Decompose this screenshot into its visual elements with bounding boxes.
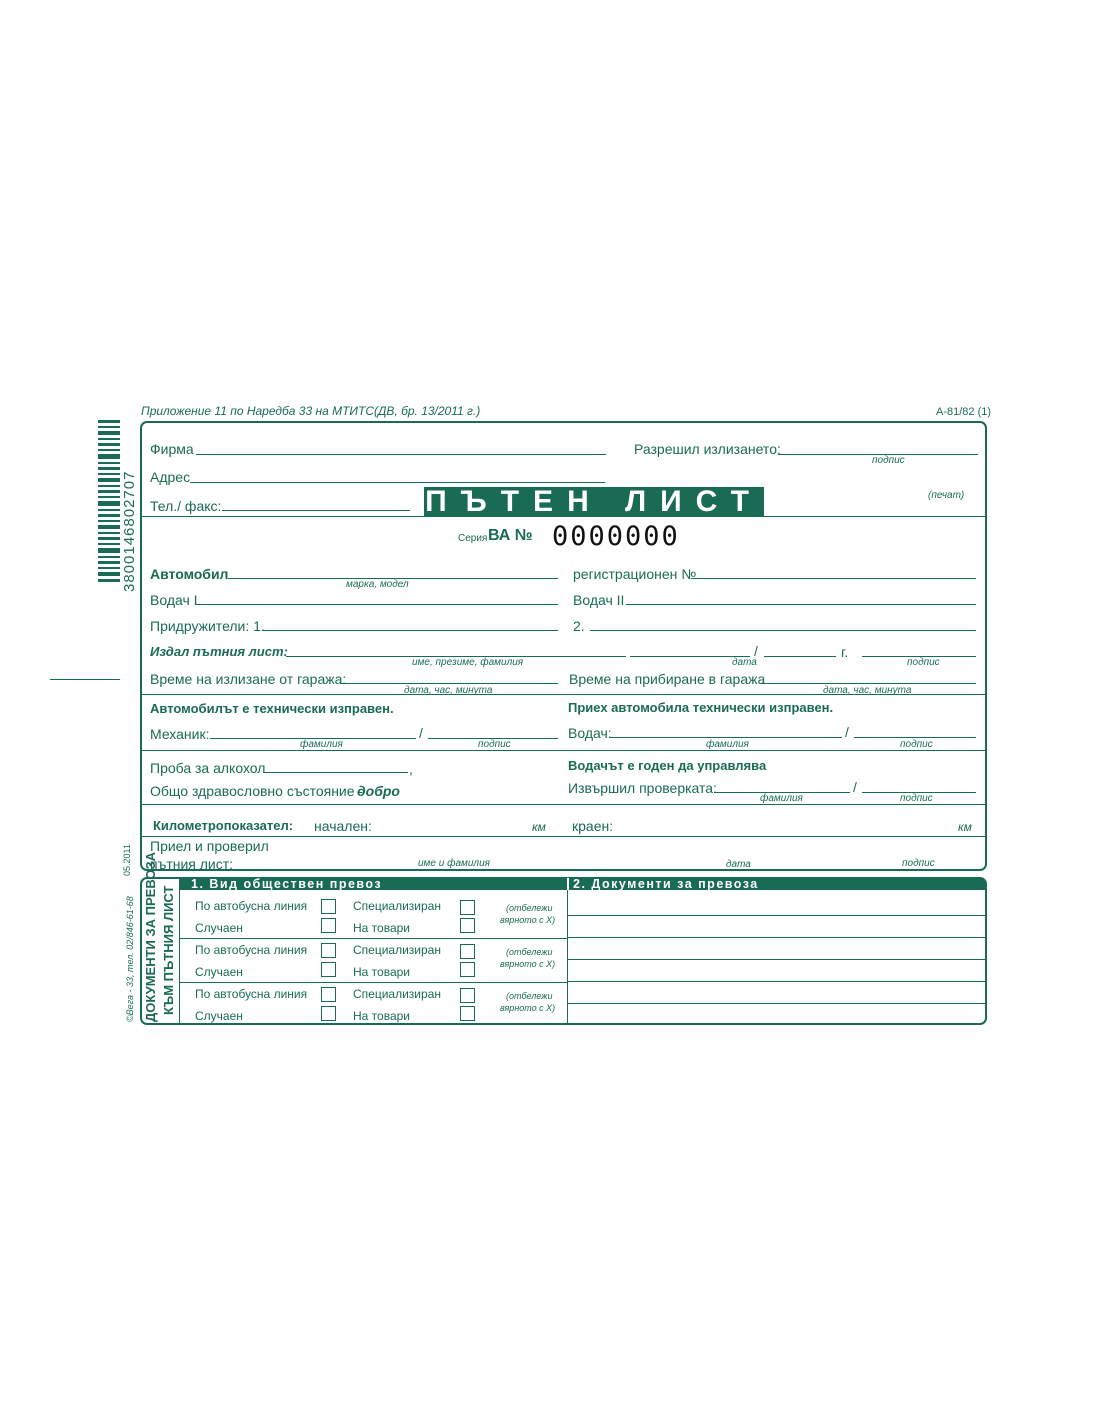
tech-driver-surname-field[interactable] bbox=[610, 737, 842, 738]
document-title: ПЪТЕН ЛИСТ bbox=[425, 485, 763, 518]
group-divider bbox=[180, 938, 567, 939]
tech-right-title: Приех автомобила технически изправен. bbox=[568, 700, 834, 715]
divider bbox=[140, 836, 987, 837]
stamp-hint: (печат) bbox=[928, 490, 965, 501]
checked-label: Извършил проверката: bbox=[568, 780, 717, 796]
mechanic-label: Механик: bbox=[150, 726, 210, 742]
issued-time-field[interactable] bbox=[764, 656, 836, 657]
issued-year: г. bbox=[841, 644, 849, 660]
address-label: Адрес bbox=[150, 469, 191, 485]
option-bus-line: По автобусна линия bbox=[195, 987, 308, 1001]
fit-title: Водачът е годен да управлява bbox=[568, 758, 767, 773]
document-row-line[interactable] bbox=[568, 915, 986, 916]
km-start-unit: км bbox=[532, 820, 546, 834]
checked-slash: / bbox=[853, 779, 857, 795]
issued-name-hint: име, презиме, фамилия bbox=[412, 657, 524, 668]
received-signature-hint: подпис bbox=[902, 858, 935, 869]
return-field[interactable] bbox=[760, 683, 976, 684]
permission-signature-hint: подпис bbox=[872, 455, 905, 466]
documents-side-divider bbox=[179, 879, 180, 1023]
tech-left-title: Автомобилът е технически изправен. bbox=[150, 701, 394, 716]
section1-title: 1. Вид обществен превоз bbox=[191, 877, 383, 891]
leave-label: Време на излизане от гаража: bbox=[150, 671, 347, 687]
issued-signature-hint: подпис bbox=[907, 657, 940, 668]
tech-driver-label: Водач: bbox=[568, 725, 612, 741]
mechanic-slash: / bbox=[419, 725, 423, 741]
option-cargo: На товари bbox=[353, 1009, 410, 1023]
checkbox-bus-line[interactable] bbox=[321, 987, 336, 1002]
companions-label: Придружители: 1. bbox=[150, 618, 265, 634]
checkbox-bus-line[interactable] bbox=[321, 899, 336, 914]
general-health-value: добро bbox=[357, 783, 400, 799]
phone-label: Тел./ факс: bbox=[150, 498, 222, 514]
document-row-line[interactable] bbox=[568, 1003, 986, 1004]
series-label: Серия bbox=[458, 533, 488, 544]
checkbox-specialized[interactable] bbox=[460, 900, 475, 915]
mark-note-1: (отбележи bbox=[506, 991, 553, 1001]
alcohol-field[interactable] bbox=[264, 772, 408, 773]
divider bbox=[140, 804, 987, 805]
km-end-label: краен: bbox=[572, 818, 614, 834]
divider bbox=[140, 750, 987, 751]
tech-driver-slash: / bbox=[845, 724, 849, 740]
documents-side-title-2: КЪМ ПЪТНИЯ ЛИСТ bbox=[161, 885, 176, 1015]
print-date: 05.2011 bbox=[122, 844, 132, 876]
checkbox-occasional[interactable] bbox=[321, 1006, 336, 1021]
checkbox-occasional[interactable] bbox=[321, 962, 336, 977]
checkbox-specialized[interactable] bbox=[460, 944, 475, 959]
reg-label: регистрационен № bbox=[573, 566, 697, 582]
received-line2: пътния лист: bbox=[150, 856, 234, 872]
section2-title: 2. Документи за превоза bbox=[573, 877, 759, 891]
tech-driver-signature-field[interactable] bbox=[854, 737, 976, 738]
checkbox-bus-line[interactable] bbox=[321, 943, 336, 958]
car-hint: марка, модел bbox=[346, 579, 409, 590]
driver1-field[interactable] bbox=[196, 604, 558, 605]
publisher-note: ©Вега - 33, тел. 02/846-61-68 bbox=[125, 896, 135, 1022]
group-divider bbox=[180, 982, 567, 983]
return-label: Време на прибиране в гаража bbox=[569, 671, 766, 687]
divider bbox=[140, 694, 987, 695]
permission-label: Разрешил излизането: bbox=[634, 441, 781, 457]
alcohol-label: Проба за алкохол bbox=[150, 760, 266, 776]
leave-hint: дата, час, минута bbox=[404, 685, 493, 696]
driver1-label: Водач I bbox=[150, 592, 198, 608]
option-occasional: Случаен bbox=[195, 1009, 243, 1023]
received-date-hint: дата bbox=[726, 859, 751, 870]
mechanic-surname-hint: фамилия bbox=[300, 739, 343, 750]
received-line1: Приел и проверил bbox=[150, 838, 269, 854]
option-cargo: На товари bbox=[353, 965, 410, 979]
cut-mark bbox=[50, 679, 120, 680]
form-code: А-81/82 (1) bbox=[936, 406, 992, 418]
serial-number: 0000000 bbox=[552, 521, 680, 552]
received-name-hint: име и фамилия bbox=[418, 858, 490, 869]
option-cargo: На товари bbox=[353, 921, 410, 935]
checked-signature-hint: подпис bbox=[900, 793, 933, 804]
mark-note-1: (отбележи bbox=[506, 903, 553, 913]
checked-surname-hint: фамилия bbox=[760, 793, 803, 804]
alcohol-comma: , bbox=[409, 761, 413, 777]
issued-slash: / bbox=[754, 643, 758, 659]
annex-note: Приложение 11 по Наредба 33 на МТИТС(ДВ, бр. 13/2011 г.) bbox=[141, 404, 481, 418]
option-occasional: Случаен bbox=[195, 965, 243, 979]
band-separator bbox=[567, 878, 569, 890]
km-end-unit: км bbox=[958, 820, 972, 834]
firm-field[interactable] bbox=[196, 454, 606, 455]
document-row-line[interactable] bbox=[568, 937, 986, 938]
documents-side-title-1: ДОКУМЕНТИ ЗА ПРЕВОЗА bbox=[143, 851, 158, 1022]
option-specialized: Специализиран bbox=[353, 943, 441, 957]
barcode-digits: 3800146802707 bbox=[121, 470, 138, 592]
driver2-field[interactable] bbox=[626, 604, 976, 605]
option-bus-line: По автобусна линия bbox=[195, 899, 308, 913]
companion1-field[interactable] bbox=[262, 630, 558, 631]
driver2-label: Водач II bbox=[573, 592, 625, 608]
km-label: Километропоказател: bbox=[153, 818, 294, 833]
km-start-label: начален: bbox=[314, 818, 372, 834]
barcode-icon bbox=[98, 420, 120, 584]
address-field[interactable] bbox=[190, 482, 605, 483]
mark-note-2: вярното с X) bbox=[500, 959, 556, 969]
option-specialized: Специализиран bbox=[353, 899, 441, 913]
general-health-label: Общо здравословно състояние - bbox=[150, 783, 364, 799]
checkbox-cargo[interactable] bbox=[460, 918, 475, 933]
checkbox-occasional[interactable] bbox=[321, 918, 336, 933]
checkbox-specialized[interactable] bbox=[460, 988, 475, 1003]
leave-field[interactable] bbox=[340, 683, 558, 684]
mark-note-2: вярното с X) bbox=[500, 1003, 556, 1013]
checkbox-cargo[interactable] bbox=[460, 1006, 475, 1021]
mark-note-1: (отбележи bbox=[506, 947, 553, 957]
companion2-label: 2. bbox=[573, 618, 585, 634]
phone-field[interactable] bbox=[222, 510, 410, 511]
reg-field[interactable] bbox=[694, 578, 976, 579]
companion2-field[interactable] bbox=[590, 630, 976, 631]
issued-date-hint: дата bbox=[732, 657, 757, 668]
option-specialized: Специализиран bbox=[353, 987, 441, 1001]
tech-driver-signature-hint: подпис bbox=[900, 739, 933, 750]
document-row-line[interactable] bbox=[568, 959, 986, 960]
divider bbox=[140, 516, 987, 517]
option-bus-line: По автобусна линия bbox=[195, 943, 308, 957]
car-label: Автомобил bbox=[150, 566, 229, 582]
firm-label: Фирма bbox=[150, 441, 194, 457]
tech-driver-surname-hint: фамилия bbox=[706, 739, 749, 750]
series-code: ВА № bbox=[488, 527, 533, 544]
mark-note-2: вярното с X) bbox=[500, 915, 556, 925]
option-occasional: Случаен bbox=[195, 921, 243, 935]
mechanic-signature-hint: подпис bbox=[478, 739, 511, 750]
document-row-line[interactable] bbox=[568, 981, 986, 982]
checkbox-cargo[interactable] bbox=[460, 962, 475, 977]
issued-label: Издал пътния лист: bbox=[150, 644, 288, 659]
return-hint: дата, час, минута bbox=[823, 685, 912, 696]
